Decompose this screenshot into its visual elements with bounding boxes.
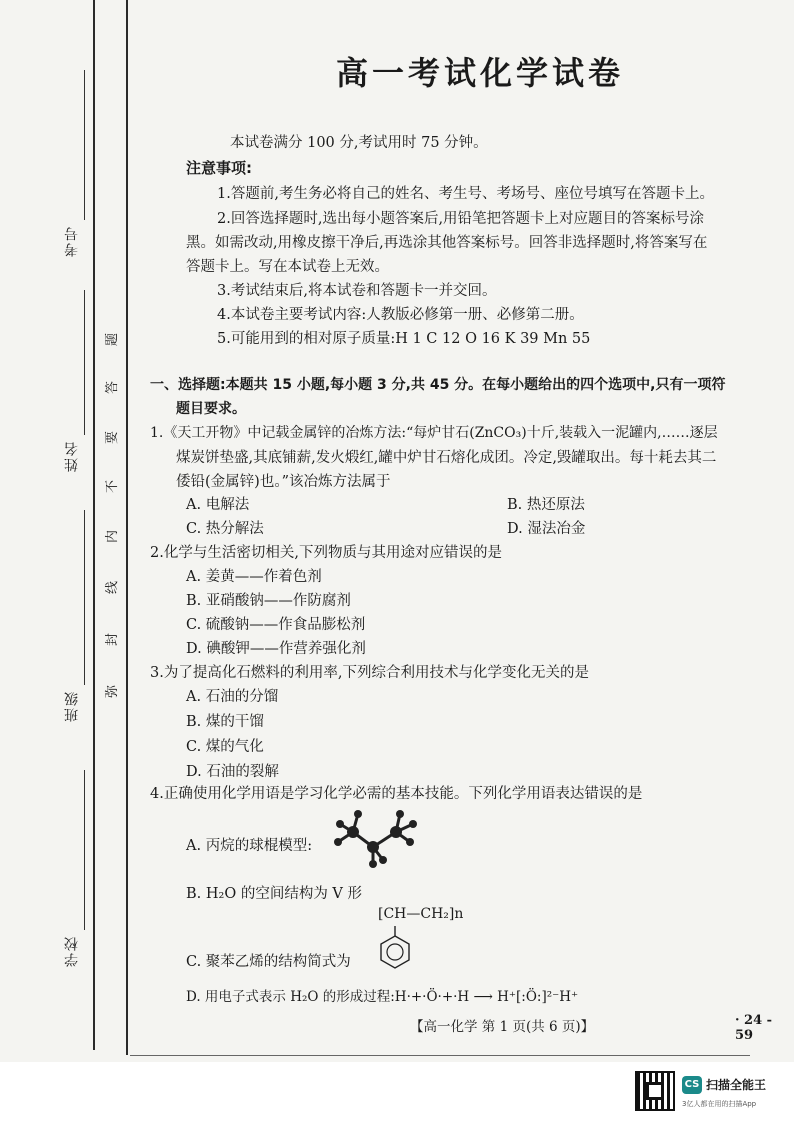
notice-line: 5.可能用到的相对原子质量:H 1 C 12 O 16 K 39 Mn 55: [217, 331, 591, 347]
notice-line: 答题卡上。写在本试卷上无效。: [186, 259, 389, 275]
notice-line: 2.回答选择题时,选出每小题答案后,用铅笔把答题卡上对应题目的答案标号涂: [217, 211, 705, 227]
seal-char: 封: [105, 632, 121, 647]
q1-option-d: D. 湿法冶金: [507, 521, 586, 537]
notice-line: 1.答题前,考生务必将自己的姓名、考生号、考场号、座位号填写在答题卡上。: [217, 186, 714, 202]
q3-stem: 3.为了提高化石燃料的利用率,下列综合利用技术与化学变化无关的是: [150, 665, 589, 681]
field-exam-number-line: [84, 70, 85, 220]
scanner-app-name: 扫描全能王: [706, 1078, 767, 1092]
field-school-label: 学校: [64, 935, 80, 967]
footer-rule: [130, 1055, 750, 1056]
section-heading-cont: 题目要求。: [176, 401, 246, 417]
q1-stem: 煤炭饼垫盛,其底铺薪,发火煅红,罐中炉甘石熔化成团。冷定,毁罐取出。每十耗去其二: [176, 450, 717, 466]
q1-option-c: C. 热分解法: [186, 521, 264, 537]
q4-option-d: D. 用电子式表示 H₂O 的形成过程:H·+·Ö·+·H ⟶ H⁺[:Ö:]²⁻H⁺: [186, 989, 579, 1005]
propane-ball-stick-model: [328, 802, 428, 872]
q2-option-a: A. 姜黄——作着色剂: [186, 569, 322, 585]
field-name-line: [84, 290, 85, 435]
benzene-ring: [378, 926, 412, 976]
seal-char: 不: [105, 479, 121, 494]
q1-stem: 倭铅(金属锌)也。”该冶炼方法属于: [176, 474, 391, 490]
qr-code-finder: [646, 1082, 664, 1100]
scanner-strip: [0, 1062, 794, 1124]
section-heading: 一、选择题:本题共 15 小题,每小题 3 分,共 45 分。在每小题给出的四个选项中,只有一项符: [150, 377, 726, 393]
notice-heading: 注意事项:: [186, 159, 252, 177]
q4-polymer-formula: [CH—CH₂]n: [378, 906, 464, 922]
notice-line: 黑。如需改动,用橡皮擦干净后,再选涂其他答案标号。回答非选择题时,将答案写在: [186, 235, 708, 251]
q2-option-b: B. 亚硝酸钠——作防腐剂: [186, 593, 351, 609]
q2-option-d: D. 碘酸钾——作营养强化剂: [186, 641, 366, 657]
page-title: 高一考试化学试卷: [335, 54, 624, 92]
q2-stem: 2.化学与生活密切相关,下列物质与其用途对应错误的是: [150, 545, 502, 561]
field-class-label: 班级: [64, 690, 80, 722]
page-footer: 【高一化学 第 1 页(共 6 页)】: [410, 1019, 595, 1035]
field-class-line: [84, 510, 85, 685]
q4-stem: 4.正确使用化学用语是学习化学必需的基本技能。下列化学用语表达错误的是: [150, 786, 643, 802]
seal-char: 答: [105, 380, 121, 395]
notice-line: 4.本试卷主要考试内容:人教版必修第一册、必修第二册。: [217, 307, 584, 323]
q1-option-a: A. 电解法: [186, 497, 250, 513]
seal-char: 线: [105, 580, 121, 595]
q3-option-b: B. 煤的干馏: [186, 714, 264, 730]
q4-option-c: C. 聚苯乙烯的结构简式为: [186, 954, 351, 970]
q3-option-d: D. 石油的裂解: [186, 764, 279, 780]
q1-option-b: B. 热还原法: [507, 497, 585, 513]
q1-stem: 1.《天工开物》中记载金属锌的冶炼方法:“每炉甘石(ZnCO₃)十斤,装载入一泥罐内,……逐层: [150, 425, 718, 441]
field-school-line: [84, 770, 85, 930]
scanner-tagline: 3亿人都在用的扫描App: [682, 1100, 757, 1108]
seal-char: 内: [105, 529, 121, 544]
q4-option-b: B. H₂O 的空间结构为 V 形: [186, 886, 363, 902]
seal-char: 题: [105, 332, 121, 347]
exam-code: · 24 - 59: [735, 1013, 773, 1043]
exam-info: 本试卷满分 100 分,考试用时 75 分钟。: [230, 135, 488, 151]
seal-char: 弥: [105, 684, 121, 699]
q2-option-c: C. 硫酸钠——作食品膨松剂: [186, 617, 366, 633]
field-exam-number-label: 考号: [64, 225, 80, 257]
notice-line: 3.考试结束后,将本试卷和答题卡一并交回。: [217, 283, 497, 299]
q3-option-a: A. 石油的分馏: [186, 689, 279, 705]
camscanner-logo-icon: CS: [682, 1076, 702, 1094]
q3-option-c: C. 煤的气化: [186, 739, 264, 755]
q4-option-a: A. 丙烷的球棍模型:: [186, 838, 313, 854]
seal-char: 要: [105, 430, 121, 445]
field-name-label: 姓名: [64, 440, 80, 472]
binding-line-outer: [93, 0, 95, 1050]
binding-line-inner: [126, 0, 128, 1055]
